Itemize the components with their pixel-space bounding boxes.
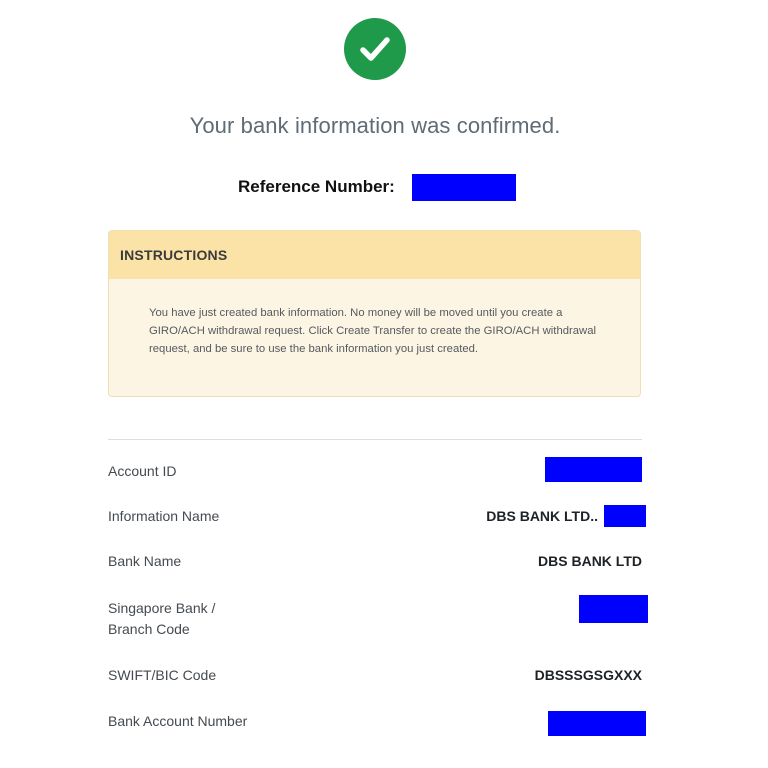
branch-code-label-line2: Branch Code xyxy=(108,621,190,637)
instructions-header: INSTRUCTIONS xyxy=(109,231,640,279)
branch-code-label-line1: Singapore Bank / xyxy=(108,600,216,616)
information-name-label: Information Name xyxy=(108,508,220,524)
information-name-row xyxy=(108,506,642,530)
swift-code-value: DBSSSGSGXXX xyxy=(534,667,642,683)
success-check-icon xyxy=(344,18,406,80)
bank-account-number-label: Bank Account Number xyxy=(108,713,248,729)
account-id-redacted xyxy=(545,457,642,482)
instructions-body: You have just created bank information. No money will be moved until you create a GIRO/ACH withdrawal request. Click Create Transfer to create the GIRO/ACH withdrawal request, and be sure to use the bank information you just created. xyxy=(149,307,597,355)
bank-name-value: DBS BANK LTD xyxy=(538,553,642,569)
confirmation-title: Your bank information was confirmed. xyxy=(189,113,561,138)
bank-name-label: Bank Name xyxy=(108,553,182,569)
information-name-redacted xyxy=(604,505,646,527)
check-icon xyxy=(355,29,395,69)
account-id-row xyxy=(108,461,642,485)
reference-number-redacted xyxy=(412,174,516,201)
branch-code-redacted xyxy=(579,595,648,623)
divider xyxy=(108,439,642,440)
bank-name-row xyxy=(108,551,642,575)
swift-code-label: SWIFT/BIC Code xyxy=(108,667,217,683)
information-name-value: DBS BANK LTD.. xyxy=(486,508,598,524)
bank-account-number-redacted xyxy=(548,711,646,736)
instructions-panel xyxy=(108,230,641,397)
reference-number-row xyxy=(0,174,768,200)
branch-code-row xyxy=(108,598,642,642)
reference-number-label: Reference Number: xyxy=(238,177,395,196)
account-id-label: Account ID xyxy=(108,463,177,479)
bank-account-number-row xyxy=(108,711,642,737)
swift-code-row xyxy=(108,665,642,689)
